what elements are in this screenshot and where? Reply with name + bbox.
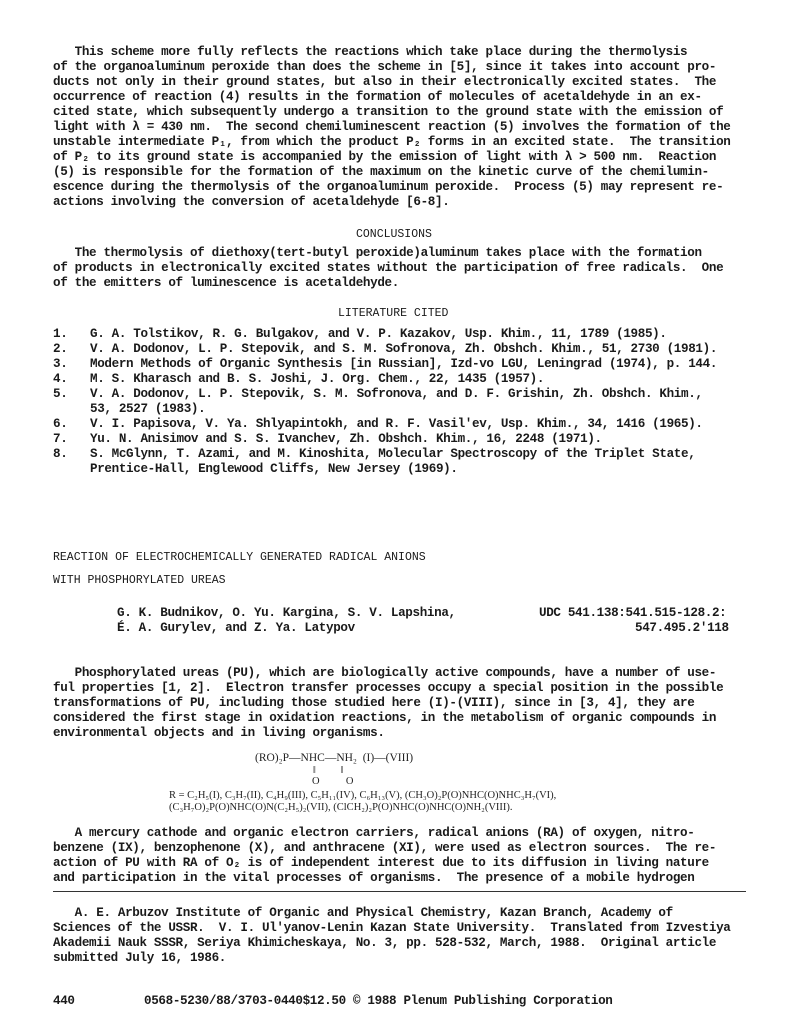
paragraph-line: and participation in the vital processes of organisms. The presence of a mobile hydrogen — [53, 871, 695, 885]
paragraph-line: ducts not only in their ground states, but also in their electronically excited states. The — [53, 75, 717, 89]
paragraph-line: considered the first stage in oxidation reactions, in the metabolism of organic compounds in — [53, 711, 717, 725]
footnote-line: submitted July 16, 1986. — [53, 951, 226, 965]
paragraph-line: transformations of PU, including those studied here (I)-(VIII), since in [3, 4], they are — [53, 696, 695, 710]
paragraph-line: benzene (IX), benzophenone (X), and anthracene (XI), were used as electron sources. The re- — [53, 841, 717, 855]
paragraph-line: of the organoaluminum peroxide than does the scheme in [5], since it takes into account pro- — [53, 60, 717, 74]
author-line: G. K. Budnikov, O. Yu. Kargina, S. V. Lapshina, — [117, 606, 456, 620]
page-number: 440 — [53, 994, 75, 1008]
reference-number: 1. — [53, 327, 68, 341]
paragraph-line: cited state, which subsequently undergo a transition to the ground state with the emission of — [53, 105, 724, 119]
paragraph-line: of the emitters of luminescence is acetaldehyde. — [53, 276, 399, 290]
reference-text: Yu. N. Anisimov and S. S. Ivanchev, Zh. Obshch. Khim., 16, 2248 (1971). — [90, 432, 602, 446]
reference-text: M. S. Kharasch and B. S. Joshi, J. Org. Chem., 22, 1435 (1957). — [90, 372, 545, 386]
reference-text: V. A. Dodonov, L. P. Stepovik, S. M. Sofronova, and D. F. Grishin, Zh. Obshch. Khim., — [90, 387, 703, 401]
paragraph-line: ful properties [1, 2]. Electron transfer processes occupy a special position in the possible — [53, 681, 724, 695]
reference-number: 7. — [53, 432, 68, 446]
paragraph-line: light with λ = 430 nm. The second chemiluminescent reaction (5) involves the formation of the — [53, 120, 731, 134]
paragraph-line: This scheme more fully reflects the reactions which take place during the thermolysis — [53, 45, 688, 59]
paragraph-line: Phosphorylated ureas (PU), which are biologically active compounds, have a number of use- — [53, 666, 717, 680]
reference-text: Prentice-Hall, Englewood Cliffs, New Jersey (1969). — [90, 462, 458, 476]
udc-line: UDC 541.138:541.515-128.2: — [539, 606, 727, 620]
paragraph-line: (5) is responsible for the formation of the maximum on the kinetic curve of the chemilumin- — [53, 165, 709, 179]
paragraph-line: The thermolysis of diethoxy(tert-butyl peroxide)aluminum takes place with the formation — [53, 246, 702, 260]
reference-text: V. I. Papisova, V. Ya. Shlyapintokh, and R. F. Vasil'ev, Usp. Khim., 34, 1416 (1965). — [90, 417, 703, 431]
reference-text: Modern Methods of Organic Synthesis [in Russian], Izd-vo LGU, Leningrad (1974), p. 144. — [90, 357, 718, 371]
paragraph-line: unstable intermediate P₁, from which the product P₂ forms in an excited state. The transition — [53, 135, 731, 149]
footnote-divider — [53, 891, 746, 892]
reference-number: 2. — [53, 342, 68, 356]
paragraph-line: A mercury cathode and organic electron carriers, radical anions (RA) of oxygen, nitro- — [53, 826, 695, 840]
udc-line: 547.495.2'118 — [635, 621, 729, 635]
title-line: REACTION OF ELECTROCHEMICALLY GENERATED RADICAL ANIONS — [53, 551, 426, 564]
footnote-line: Sciences of the USSR. V. I. Ul'yanov-Lenin Kazan State University. Translated from Izvestiya — [53, 921, 731, 935]
formula-oxygens: O O — [312, 776, 354, 787]
reference-text: V. A. Dodonov, L. P. Stepovik, and S. M. Sofronova, Zh. Obshch. Khim., 51, 2730 (1981). — [90, 342, 718, 356]
paragraph-line: escence during the thermolysis of the organoaluminum peroxide. Process (5) may represent re- — [53, 180, 724, 194]
reference-text: S. McGlynn, T. Azami, and M. Kinoshita, Molecular Spectroscopy of the Triplet State, — [90, 447, 696, 461]
formula-double-bonds: ‖ ‖ — [313, 765, 344, 776]
reference-number: 3. — [53, 357, 68, 371]
paragraph-line: of P₂ to its ground state is accompanied by the emission of light with λ > 500 nm. Reaction — [53, 150, 717, 164]
reference-number: 4. — [53, 372, 68, 386]
author-line: É. A. Gurylev, and Z. Ya. Latypov — [117, 621, 355, 635]
literature-heading: LITERATURE CITED — [338, 307, 449, 320]
reference-text: G. A. Tolstikov, R. G. Bulgakov, and V. P. Kazakov, Usp. Khim., 11, 1789 (1985). — [90, 327, 667, 341]
reference-number: 8. — [53, 447, 68, 461]
reference-number: 5. — [53, 387, 68, 401]
formula-r-groups: (C₃H₇O)₂P(O)NHC(O)N(C₂H₅)₂(VII), (ClCH₂)₂P(O)NHC(O)NHC(O)NH₂(VIII). — [169, 802, 513, 813]
paragraph-line: occurrence of reaction (4) results in the formation of molecules of acetaldehyde in an ex- — [53, 90, 702, 104]
conclusions-heading: CONCLUSIONS — [356, 228, 432, 241]
footnote-line: Akademii Nauk SSSR, Seriya Khimicheskaya, No. 3, pp. 528-532, March, 1988. Original article — [53, 936, 717, 950]
reference-text: 53, 2527 (1983). — [90, 402, 206, 416]
copyright-line: 0568-5230/88/3703-0440$12.50 © 1988 Plenum Publishing Corporation — [144, 994, 613, 1008]
formula-r-groups: R = C₂H₅(I), C₃H₇(II), C₄H₉(III), C₅H₁₁(IV), C₆H₁₃(V), (CH₃O)₂P(O)NHC(O)NHC₃H₇(VI), — [169, 790, 557, 801]
reference-number: 6. — [53, 417, 68, 431]
footnote-line: A. E. Arbuzov Institute of Organic and Physical Chemistry, Kazan Branch, Academy of — [53, 906, 673, 920]
formula-structure: (RO)₂P—NHC—NH₂ (I)—(VIII) — [255, 752, 414, 764]
paragraph-line: of products in electronically excited states without the participation of free radicals. One — [53, 261, 724, 275]
paragraph-line: actions involving the conversion of acetaldehyde [6-8]. — [53, 195, 450, 209]
paragraph-line: action of PU with RA of O₂ is of independent interest due to its diffusion in living nature — [53, 856, 709, 870]
title-line: WITH PHOSPHORYLATED UREAS — [53, 574, 226, 587]
paragraph-line: environmental objects and in living organisms. — [53, 726, 385, 740]
